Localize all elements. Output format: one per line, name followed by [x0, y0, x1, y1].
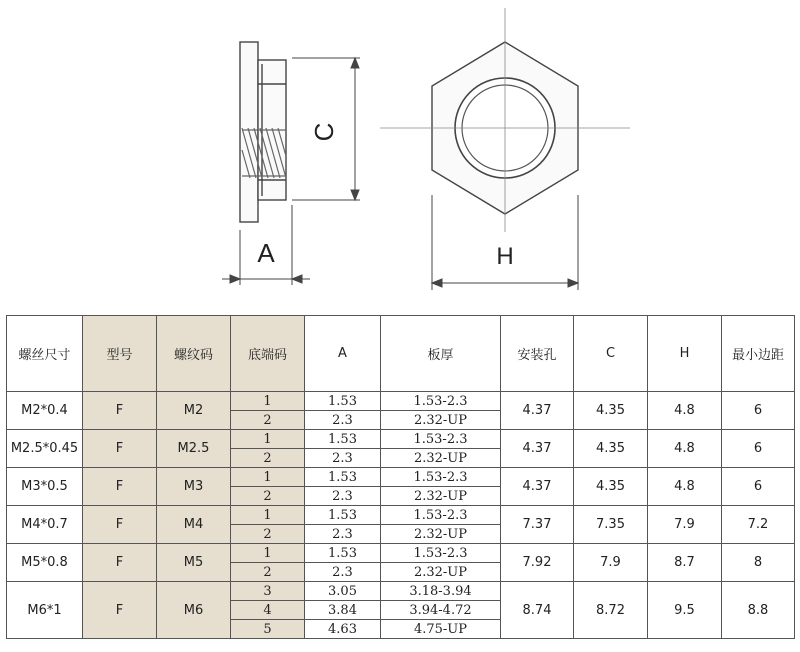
cell-thickness: 3.18-3.94	[381, 582, 501, 601]
column-header: 板厚	[381, 316, 501, 392]
cell-h: 9.5	[648, 582, 722, 639]
cell-bottom-code: 1	[231, 392, 305, 411]
cell-h: 4.8	[648, 468, 722, 506]
column-header: 底端码	[231, 316, 305, 392]
column-header: 螺纹码	[157, 316, 231, 392]
cell-a: 2.3	[305, 525, 381, 544]
table-row	[7, 430, 795, 449]
cell-min-edge: 6	[722, 430, 795, 468]
cell-a: 1.53	[305, 506, 381, 525]
cell-bottom-code: 2	[231, 487, 305, 506]
cell-c: 4.35	[574, 430, 648, 468]
cell-mounting-hole: 4.37	[501, 468, 574, 506]
cell-a: 1.53	[305, 544, 381, 563]
cell-mounting-hole: 8.74	[501, 582, 574, 639]
cell-c: 4.35	[574, 468, 648, 506]
cell-h: 8.7	[648, 544, 722, 582]
cell-bottom-code: 1	[231, 468, 305, 487]
cell-thickness: 1.53-2.3	[381, 506, 501, 525]
table-row	[7, 506, 795, 525]
table-row	[7, 544, 795, 563]
cell-thickness: 2.32-UP	[381, 449, 501, 468]
cell-a: 1.53	[305, 468, 381, 487]
table-body	[7, 392, 795, 639]
cell-model: F	[83, 468, 157, 506]
cell-bottom-code: 2	[231, 563, 305, 582]
cell-screw-size: M5*0.8	[7, 544, 83, 582]
cell-c: 7.35	[574, 506, 648, 544]
cell-model: F	[83, 392, 157, 430]
cell-a: 2.3	[305, 487, 381, 506]
cell-thread-code: M5	[157, 544, 231, 582]
technical-drawing	[0, 0, 800, 310]
cell-thickness: 1.53-2.3	[381, 544, 501, 563]
cell-model: F	[83, 430, 157, 468]
cell-bottom-code: 1	[231, 506, 305, 525]
cell-a: 1.53	[305, 392, 381, 411]
cell-bottom-code: 2	[231, 525, 305, 544]
table-row	[7, 392, 795, 411]
cell-a: 3.84	[305, 601, 381, 620]
cell-mounting-hole: 4.37	[501, 392, 574, 430]
spec-table	[6, 315, 795, 639]
cell-c: 8.72	[574, 582, 648, 639]
dimension-label-h: H	[496, 243, 514, 270]
cell-screw-size: M3*0.5	[7, 468, 83, 506]
cell-bottom-code: 3	[231, 582, 305, 601]
cell-bottom-code: 2	[231, 449, 305, 468]
column-header: H	[648, 316, 722, 392]
column-header: 最小边距	[722, 316, 795, 392]
cell-thickness: 2.32-UP	[381, 525, 501, 544]
cell-thickness: 3.94-4.72	[381, 601, 501, 620]
cell-a: 2.3	[305, 449, 381, 468]
cell-thread-code: M2	[157, 392, 231, 430]
cell-thickness: 1.53-2.3	[381, 430, 501, 449]
column-header: 安装孔	[501, 316, 574, 392]
cell-a: 4.63	[305, 620, 381, 639]
cell-h: 4.8	[648, 392, 722, 430]
cell-model: F	[83, 582, 157, 639]
cell-thread-code: M6	[157, 582, 231, 639]
table-row	[7, 468, 795, 487]
cell-mounting-hole: 7.37	[501, 506, 574, 544]
cell-a: 2.3	[305, 563, 381, 582]
column-header: 型号	[83, 316, 157, 392]
cell-min-edge: 6	[722, 468, 795, 506]
column-header: 螺丝尺寸	[7, 316, 83, 392]
cell-bottom-code: 5	[231, 620, 305, 639]
cell-bottom-code: 2	[231, 411, 305, 430]
cell-h: 7.9	[648, 506, 722, 544]
cell-thread-code: M3	[157, 468, 231, 506]
cell-a: 2.3	[305, 411, 381, 430]
cell-mounting-hole: 4.37	[501, 430, 574, 468]
cell-bottom-code: 4	[231, 601, 305, 620]
cell-screw-size: M6*1	[7, 582, 83, 639]
cell-mounting-hole: 7.92	[501, 544, 574, 582]
cell-thickness: 1.53-2.3	[381, 392, 501, 411]
dimension-label-a: A	[257, 238, 275, 268]
cell-min-edge: 8	[722, 544, 795, 582]
cell-thickness: 2.32-UP	[381, 563, 501, 582]
cell-bottom-code: 1	[231, 544, 305, 563]
cell-h: 4.8	[648, 430, 722, 468]
cell-thickness: 1.53-2.3	[381, 468, 501, 487]
cell-min-edge: 8.8	[722, 582, 795, 639]
cell-c: 4.35	[574, 392, 648, 430]
cell-thread-code: M2.5	[157, 430, 231, 468]
table-header-row	[7, 316, 795, 392]
cell-min-edge: 7.2	[722, 506, 795, 544]
column-header: A	[305, 316, 381, 392]
cell-min-edge: 6	[722, 392, 795, 430]
cell-screw-size: M2*0.4	[7, 392, 83, 430]
cell-model: F	[83, 506, 157, 544]
cell-thread-code: M4	[157, 506, 231, 544]
cell-screw-size: M4*0.7	[7, 506, 83, 544]
cell-thickness: 4.75-UP	[381, 620, 501, 639]
cell-screw-size: M2.5*0.45	[7, 430, 83, 468]
cell-thickness: 2.32-UP	[381, 487, 501, 506]
cell-thickness: 2.32-UP	[381, 411, 501, 430]
cell-a: 3.05	[305, 582, 381, 601]
cell-c: 7.9	[574, 544, 648, 582]
cell-a: 1.53	[305, 430, 381, 449]
cell-bottom-code: 1	[231, 430, 305, 449]
table-row	[7, 582, 795, 601]
dimension-label-c: C	[309, 122, 339, 142]
cell-model: F	[83, 544, 157, 582]
column-header: C	[574, 316, 648, 392]
